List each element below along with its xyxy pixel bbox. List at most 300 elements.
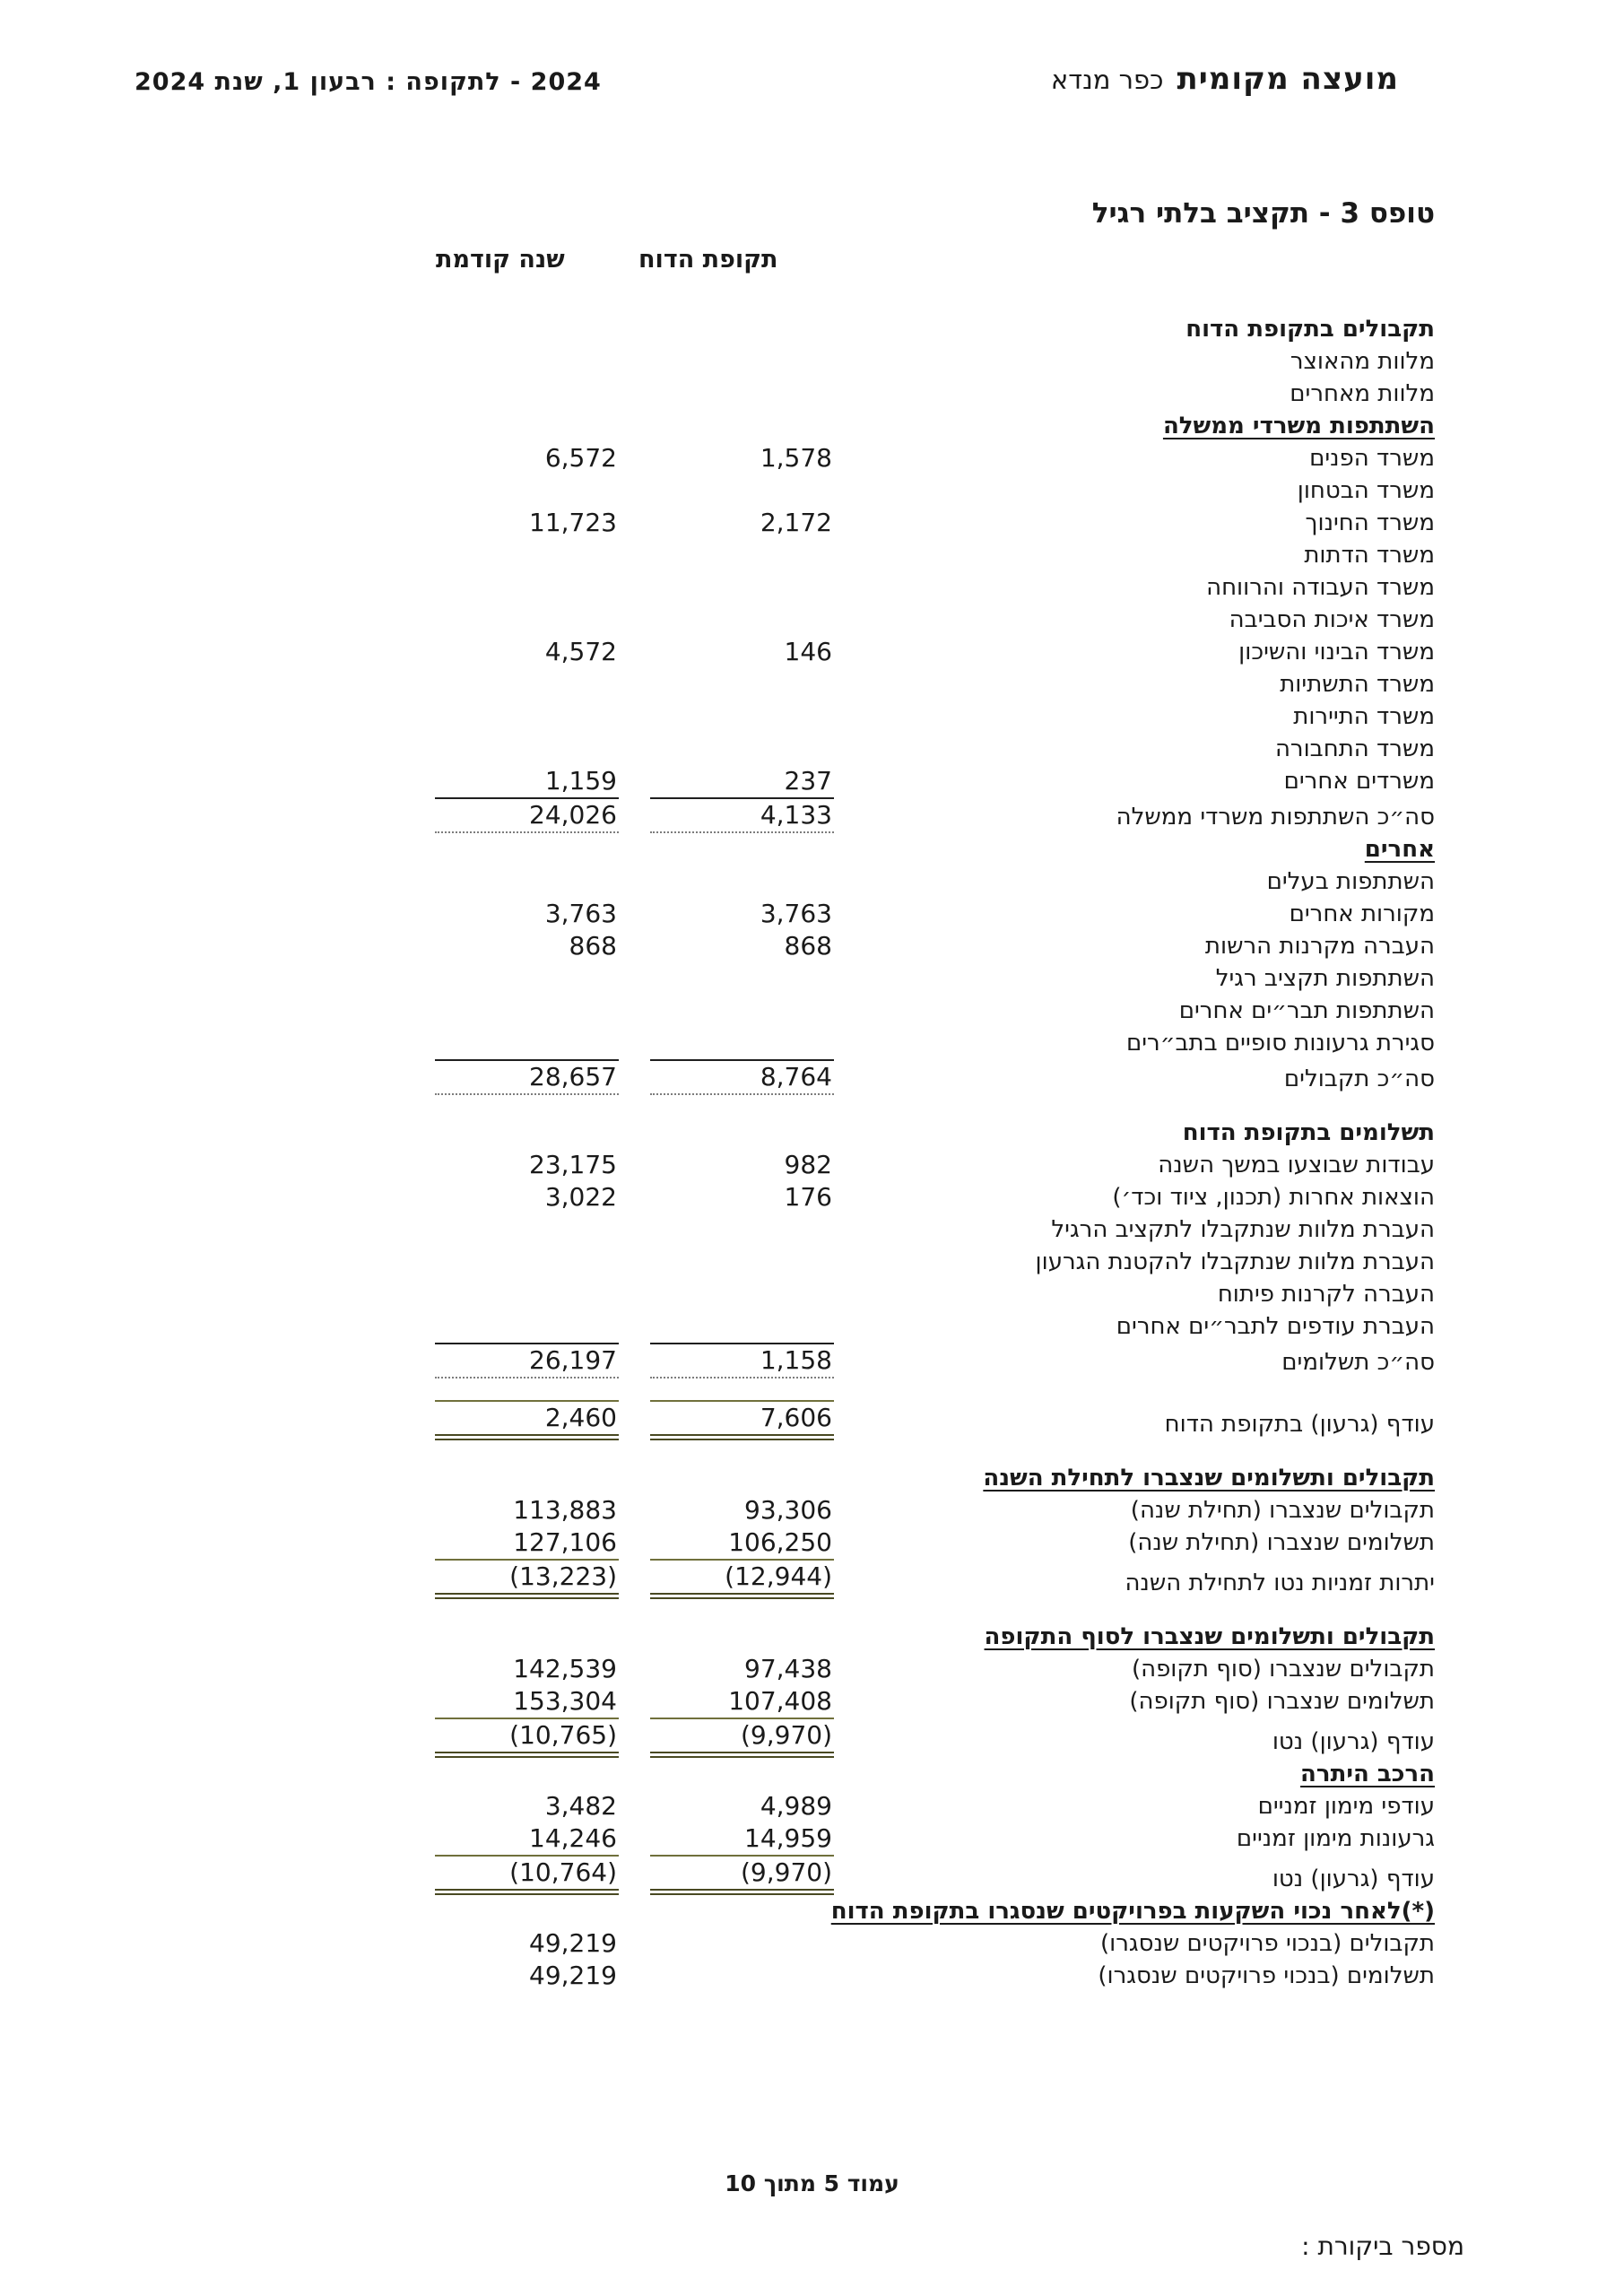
prev-value: [404, 1246, 619, 1278]
row-label: משרד התיירות: [1293, 703, 1435, 730]
report-value: [619, 1246, 834, 1278]
prev-amount: (13,223): [435, 1559, 619, 1599]
row-label: עודף (גרעון) נטו: [1272, 1866, 1435, 1892]
report-amount: [650, 1027, 834, 1059]
prev-value: [404, 410, 619, 442]
table-row: [404, 1462, 1435, 1494]
report-amount: [650, 1960, 834, 1992]
report-amount: 97,438: [744, 1654, 832, 1683]
report-value: [619, 507, 834, 539]
period-header: 2024 - לתקופה : רבעון 1, שנת 2024: [135, 68, 602, 96]
table-row: [404, 1213, 1435, 1246]
report-amount: [650, 539, 834, 571]
report-value: [619, 571, 834, 604]
table-row: [404, 1027, 1435, 1059]
report-amount: 176: [784, 1182, 832, 1212]
report-amount: 4,989: [760, 1791, 832, 1821]
column-headers: [404, 246, 1435, 274]
row-label: יתרות זמניות נטו לתחילת השנה: [1125, 1570, 1435, 1596]
report-value: [619, 797, 834, 833]
prev-value: [404, 507, 619, 539]
prev-amount: [435, 1310, 619, 1343]
row-label: העברה מקרנות הרשות: [1204, 933, 1435, 960]
prev-amount: 3,482: [544, 1791, 617, 1821]
row-label: תשלומים שנצברו (סוף תקופה): [1129, 1688, 1435, 1715]
report-value: [619, 1855, 834, 1895]
table-row: [404, 1927, 1435, 1960]
report-amount: [650, 1621, 834, 1653]
row-label: מלוות מהאוצר: [1290, 348, 1435, 375]
row-label: העברת מלוות שנתקבלו לתקציב הרגיל: [1051, 1216, 1435, 1243]
report-value: [619, 1462, 834, 1494]
report-value: [619, 733, 834, 765]
report-amount: [650, 995, 834, 1027]
row-label: תשלומים בתקופת הדוח: [1182, 1119, 1435, 1146]
table-row: [404, 1895, 1435, 1927]
prev-value: [404, 378, 619, 410]
prev-value: [404, 962, 619, 995]
prev-value: [404, 1278, 619, 1310]
report-amount: (9,970): [650, 1718, 834, 1758]
report-amount: [650, 1462, 834, 1494]
report-value: [619, 1621, 834, 1653]
table-row: [404, 668, 1435, 700]
prev-amount: [435, 962, 619, 995]
table-row: [404, 1621, 1435, 1653]
row-label: (*)לאחר נכוי השקעות בפרויקטים שנסגרו בתקופת הדוח: [830, 1898, 1435, 1925]
row-label: השתתפות משרדי ממשלה: [1162, 413, 1435, 439]
table-row: [404, 1117, 1435, 1149]
row-spacer: [404, 1095, 1435, 1117]
report-value: [619, 1685, 834, 1718]
table-row: [404, 571, 1435, 604]
report-value: [619, 1278, 834, 1310]
table-row: [404, 1246, 1435, 1278]
table-row: [404, 507, 1435, 539]
prev-value: [404, 313, 619, 345]
prev-amount: [435, 604, 619, 636]
report-value: [619, 765, 834, 797]
prev-value: [404, 1855, 619, 1895]
table-row: [404, 1559, 1435, 1599]
report-amount: 7,606: [650, 1400, 834, 1440]
prev-value: [404, 345, 619, 378]
table-row: [404, 865, 1435, 898]
table-row: [404, 604, 1435, 636]
prev-amount: [435, 378, 619, 410]
prev-value: [404, 1790, 619, 1822]
report-amount: [650, 345, 834, 378]
prev-amount: 113,883: [513, 1495, 617, 1525]
report-amount: 106,250: [728, 1527, 832, 1557]
row-label: תקבולים שנצברו (תחילת שנה): [1130, 1497, 1435, 1524]
prev-value: [404, 1758, 619, 1790]
row-label: סגירת גרעונות סופיים בתב״רים: [1125, 1030, 1435, 1057]
report-value: [619, 1822, 834, 1855]
prev-amount: 49,219: [529, 1928, 617, 1958]
table-row: [404, 765, 1435, 797]
row-label: משרד החינוך: [1305, 509, 1435, 536]
prev-value: [404, 1685, 619, 1718]
report-value: [619, 636, 834, 668]
table-row: [404, 410, 1435, 442]
prev-amount: 26,197: [435, 1343, 619, 1378]
prev-value: [404, 765, 619, 797]
prev-amount: [435, 668, 619, 700]
prev-value: [404, 636, 619, 668]
table-row: [404, 313, 1435, 345]
budget-table: [404, 197, 1435, 1992]
table-row: [404, 1685, 1435, 1718]
table-row: [404, 1149, 1435, 1181]
prev-amount: [435, 1117, 619, 1149]
table-row: [404, 1343, 1435, 1378]
row-spacer: [404, 1440, 1435, 1462]
prev-amount: 49,219: [529, 1961, 617, 1990]
row-label: תקבולים ותשלומים שנצברו לסוף התקופה: [984, 1623, 1435, 1650]
prev-amount: (10,765): [435, 1718, 619, 1758]
prev-amount: [435, 700, 619, 733]
report-value: [619, 410, 834, 442]
row-label: הוצאות אחרות (תכנון, ציוד וכד׳): [1112, 1184, 1435, 1211]
row-spacer: [404, 1599, 1435, 1621]
report-value: [619, 1149, 834, 1181]
prev-value: [404, 1559, 619, 1599]
prev-amount: 127,106: [513, 1527, 617, 1557]
table-row: [404, 700, 1435, 733]
report-value: [619, 1790, 834, 1822]
report-value: [619, 1895, 834, 1927]
row-label: משרד הבטחון: [1297, 477, 1435, 504]
report-value: [619, 930, 834, 962]
table-row: [404, 442, 1435, 474]
table-row: [404, 378, 1435, 410]
row-label: סה״כ תקבולים: [1283, 1065, 1435, 1092]
prev-amount: [435, 410, 619, 442]
table-row: [404, 1718, 1435, 1758]
row-label: משרד הדתות: [1304, 542, 1435, 569]
prev-value: [404, 1059, 619, 1095]
table-row: [404, 1400, 1435, 1440]
table-row: [404, 1822, 1435, 1855]
report-value: [619, 962, 834, 995]
row-label: אחרים: [1364, 836, 1435, 863]
report-amount: [650, 1310, 834, 1343]
prev-value: [404, 1494, 619, 1526]
row-label: עודף (גרעון) נטו: [1272, 1728, 1435, 1755]
report-value: [619, 1343, 834, 1378]
prev-value: [404, 571, 619, 604]
report-amount: 146: [784, 637, 832, 666]
row-label: גרעונות מימון זמניים: [1236, 1825, 1435, 1852]
row-label: עודפי מימון זמניים: [1257, 1793, 1435, 1820]
report-amount: 1,158: [650, 1343, 834, 1378]
report-amount: [650, 313, 834, 345]
row-label: משרד התשתיות: [1280, 671, 1435, 698]
prev-amount: 24,026: [435, 797, 619, 833]
row-label: משרד הבינוי והשיכון: [1238, 639, 1435, 665]
report-amount: [650, 1927, 834, 1960]
table-row: [404, 1653, 1435, 1685]
report-amount: [650, 1278, 834, 1310]
report-amount: 4,133: [650, 797, 834, 833]
report-amount: [650, 604, 834, 636]
prev-value: [404, 1895, 619, 1927]
report-amount: [650, 833, 834, 865]
report-amount: [650, 962, 834, 995]
table-row: [404, 797, 1435, 833]
report-value: [619, 1117, 834, 1149]
row-label: השתתפות תקציב רגיל: [1215, 965, 1435, 992]
prev-amount: [435, 1462, 619, 1494]
prev-value: [404, 1149, 619, 1181]
prev-value: [404, 833, 619, 865]
report-amount: [650, 378, 834, 410]
report-amount: (12,944): [650, 1559, 834, 1599]
report-value: [619, 865, 834, 898]
prev-amount: [435, 1027, 619, 1059]
report-amount: 237: [784, 766, 832, 796]
report-value: [619, 1213, 834, 1246]
report-amount: 982: [784, 1150, 832, 1179]
report-value: [619, 604, 834, 636]
label-column-header: [834, 246, 1435, 274]
prev-value: [404, 898, 619, 930]
report-value: [619, 1718, 834, 1758]
prev-value: [404, 1027, 619, 1059]
report-value: [619, 1400, 834, 1440]
prev-value: [404, 1653, 619, 1685]
report-amount: 14,959: [744, 1823, 832, 1853]
report-value: [619, 1927, 834, 1960]
report-value: [619, 539, 834, 571]
table-row: [404, 930, 1435, 962]
prev-amount: [435, 474, 619, 507]
table-row: [404, 1855, 1435, 1895]
row-label: השתתפות תבר״ים אחרים: [1178, 997, 1435, 1024]
prev-value: [404, 1927, 619, 1960]
report-value: [619, 1027, 834, 1059]
prev-amount: [435, 995, 619, 1027]
report-amount: [650, 668, 834, 700]
municipality-header: [1051, 61, 1399, 97]
report-value: [619, 1181, 834, 1213]
row-label: העברה לקרנות פיתוח: [1217, 1281, 1435, 1308]
report-amount: 868: [784, 931, 832, 961]
prev-value: [404, 539, 619, 571]
report-amount: 1,578: [760, 443, 832, 473]
prev-amount: 3,022: [544, 1182, 617, 1212]
report-value: [619, 1059, 834, 1095]
table-row: [404, 1526, 1435, 1559]
prev-value: [404, 1462, 619, 1494]
row-label: תשלומים שנצברו (תחילת שנה): [1128, 1529, 1435, 1556]
row-label: עודף (גרעון) בתקופת הדוח: [1164, 1411, 1435, 1438]
report-period-column-header: תקופת הדוח: [638, 246, 778, 274]
report-amount: 2,172: [760, 508, 832, 537]
prev-amount: [435, 313, 619, 345]
prev-amount: [435, 733, 619, 765]
report-value: [619, 474, 834, 507]
table-row: [404, 1494, 1435, 1526]
table-row: [404, 1960, 1435, 1992]
row-label: משרד איכות הסביבה: [1229, 606, 1435, 633]
page-indicator: עמוד 5 מתוך 10: [725, 2170, 899, 2196]
audit-number-label: מספר ביקורת :: [1301, 2231, 1464, 2261]
prev-value: [404, 1117, 619, 1149]
row-label: תשלומים (בנכוי פרויקטים שנסגרו): [1098, 1962, 1435, 1989]
report-amount: (9,970): [650, 1855, 834, 1895]
report-value: [619, 1310, 834, 1343]
prev-value: [404, 930, 619, 962]
prev-amount: [435, 833, 619, 865]
row-spacer: [404, 1378, 1435, 1400]
report-amount: [650, 1213, 834, 1246]
report-value: [619, 1559, 834, 1599]
table-row: [404, 962, 1435, 995]
prev-value: [404, 733, 619, 765]
prev-amount: [435, 1758, 619, 1790]
report-amount: [650, 1117, 834, 1149]
report-amount: [650, 1895, 834, 1927]
row-label: הרכב היתרה: [1300, 1761, 1435, 1787]
report-value: [619, 378, 834, 410]
report-value: [619, 1526, 834, 1559]
prev-value: [404, 474, 619, 507]
row-label: משרד הפנים: [1309, 445, 1435, 472]
report-amount: [650, 571, 834, 604]
prev-value: [404, 442, 619, 474]
row-label: עבודות שבוצעו במשך השנה: [1158, 1152, 1435, 1178]
prev-amount: [435, 1213, 619, 1246]
report-value: [619, 1758, 834, 1790]
prev-amount: 6,572: [544, 443, 617, 473]
prev-amount: [435, 1621, 619, 1653]
report-value: [619, 1494, 834, 1526]
report-amount: [650, 733, 834, 765]
report-amount: [650, 865, 834, 898]
previous-year-column-header: שנה קודמת: [436, 246, 565, 274]
prev-amount: [435, 1895, 619, 1927]
report-amount: 8,764: [650, 1059, 834, 1095]
row-label: תקבולים בתקופת הדוח: [1185, 316, 1435, 343]
prev-value: [404, 797, 619, 833]
row-label: סה״כ השתתפות משרדי ממשלה: [1116, 804, 1435, 831]
report-value: [619, 833, 834, 865]
prev-amount: 153,304: [513, 1686, 617, 1716]
table-row: [404, 474, 1435, 507]
table-row: [404, 833, 1435, 865]
row-label: תקבולים (בנכוי פרויקטים שנסגרו): [1099, 1930, 1435, 1957]
prev-amount: 23,175: [529, 1150, 617, 1179]
report-value: [619, 898, 834, 930]
prev-amount: 3,763: [544, 899, 617, 928]
prev-amount: 11,723: [529, 508, 617, 537]
table-row: [404, 1790, 1435, 1822]
table-row: [404, 1310, 1435, 1343]
prev-value: [404, 1213, 619, 1246]
row-label: משרד התחבורה: [1274, 735, 1435, 762]
table-row: [404, 1758, 1435, 1790]
prev-value: [404, 1621, 619, 1653]
row-label: משרד העבודה והרווחה: [1206, 574, 1435, 601]
table-row: [404, 539, 1435, 571]
prev-amount: [435, 345, 619, 378]
prev-amount: [435, 865, 619, 898]
prev-amount: 2,460: [435, 1400, 619, 1440]
report-value: [619, 313, 834, 345]
form-title: טופס 3 - תקציב בלתי רגיל: [1091, 197, 1435, 230]
prev-value: [404, 995, 619, 1027]
prev-value: [404, 668, 619, 700]
table-row: [404, 1278, 1435, 1310]
report-value: [619, 700, 834, 733]
prev-amount: [435, 1278, 619, 1310]
prev-value: [404, 1181, 619, 1213]
prev-value: [404, 1400, 619, 1440]
report-amount: [650, 474, 834, 507]
table-row: [404, 1181, 1435, 1213]
report-amount: [650, 1246, 834, 1278]
prev-amount: [435, 539, 619, 571]
prev-value: [404, 1526, 619, 1559]
report-amount: [650, 700, 834, 733]
table-row: [404, 995, 1435, 1027]
prev-amount: 868: [569, 931, 617, 961]
prev-amount: 4,572: [544, 637, 617, 666]
report-value: [619, 442, 834, 474]
row-label: תקבולים ותשלומים שנצברו לתחילת השנה: [983, 1465, 1435, 1492]
table-row: [404, 345, 1435, 378]
report-amount: 107,408: [728, 1686, 832, 1716]
prev-amount: 142,539: [513, 1654, 617, 1683]
row-label: סה״כ תשלומים: [1281, 1349, 1435, 1376]
prev-value: [404, 1822, 619, 1855]
table-body: [404, 313, 1435, 1992]
row-label: מלוות מאחרים: [1290, 380, 1435, 407]
prev-value: [404, 865, 619, 898]
report-amount: 3,763: [760, 899, 832, 928]
report-amount: [650, 1758, 834, 1790]
table-row: [404, 733, 1435, 765]
prev-amount: 14,246: [529, 1823, 617, 1853]
table-row: [404, 1059, 1435, 1095]
table-row: [404, 636, 1435, 668]
prev-value: [404, 1310, 619, 1343]
row-label: משרדים אחרים: [1283, 768, 1435, 795]
table-row: [404, 898, 1435, 930]
prev-value: [404, 1960, 619, 1992]
prev-value: [404, 1718, 619, 1758]
row-label: מקורות אחרים: [1289, 900, 1435, 927]
report-value: [619, 1960, 834, 1992]
row-label: העברת עודפים לתבר״ים אחרים: [1116, 1313, 1435, 1340]
prev-value: [404, 604, 619, 636]
prev-value: [404, 700, 619, 733]
row-label: השתתפות בעלים: [1266, 868, 1435, 895]
prev-amount: [435, 571, 619, 604]
report-value: [619, 345, 834, 378]
row-label: העברת מלוות שנתקבלו להקטנת הגרעון: [1035, 1248, 1435, 1275]
report-value: [619, 668, 834, 700]
prev-amount: (10,764): [435, 1855, 619, 1895]
municipality-name: כפר מנדא: [1050, 65, 1164, 95]
report-value: [619, 995, 834, 1027]
prev-amount: 28,657: [435, 1059, 619, 1095]
prev-amount: [435, 1246, 619, 1278]
report-value: [619, 1653, 834, 1685]
municipality-type: מועצה מקומית: [1177, 61, 1399, 97]
